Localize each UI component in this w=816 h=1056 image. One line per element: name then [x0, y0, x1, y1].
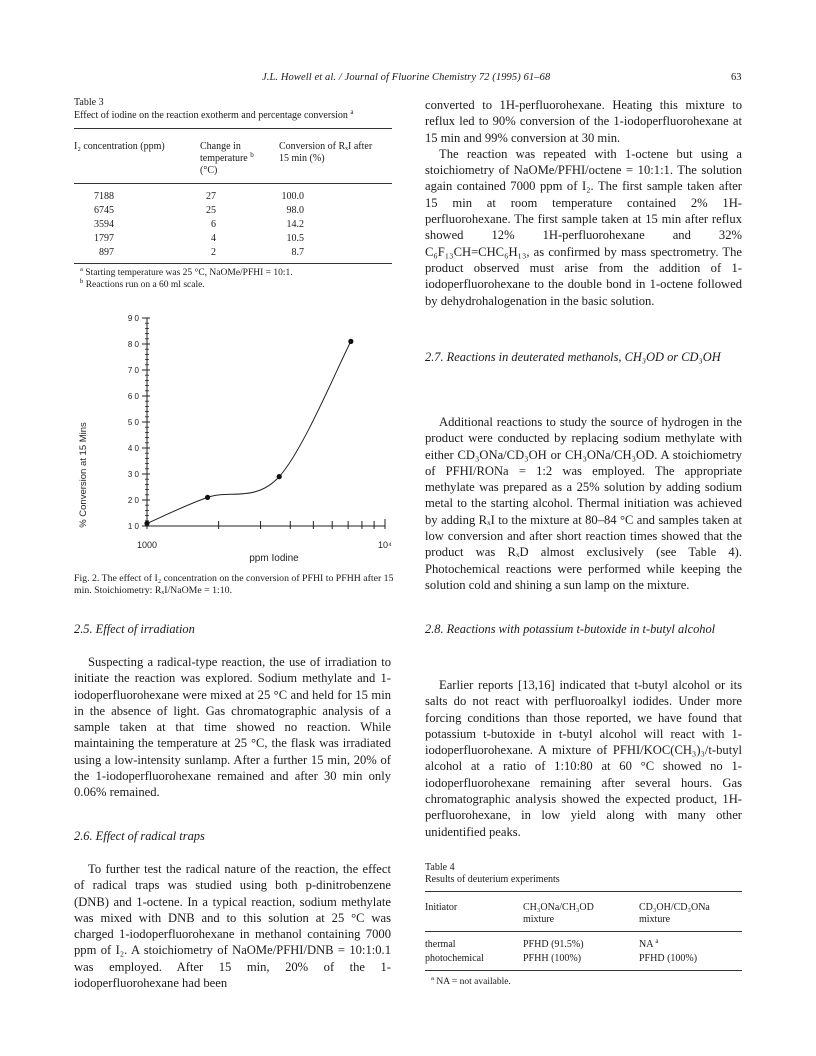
table4-col3-header-line1: CD₃OH/CD₃ONa	[639, 902, 710, 913]
data-point	[205, 495, 210, 500]
right-column-top	[425, 97, 742, 309]
data-point	[277, 474, 282, 479]
y-tick-label: 6 0	[127, 392, 139, 401]
table4-na-text: NA	[639, 939, 656, 950]
section-2-5-heading: 2.5. Effect of irradiation	[74, 622, 195, 636]
figure2-caption: Fig. 2. The effect of I₂ concentration on the conversion of PFHI to PFHH after 15 min. Stoichiometry: RₓI/NaOMe = 1:10.	[74, 573, 394, 596]
table3-cell: 4	[211, 233, 216, 244]
section-2-6-text	[74, 861, 391, 991]
table3-footnote-a	[80, 267, 293, 279]
table4-cell: PFHD (91.5%)	[523, 939, 584, 950]
table3-footnote-b	[80, 279, 205, 291]
y-tick-label: 7 0	[127, 366, 139, 375]
table3-cell: 6	[211, 219, 216, 230]
table4-cell-na	[639, 939, 659, 951]
table3-col3-header-line1: Conversion of RₓI after	[279, 141, 373, 152]
table4-mid-rule	[425, 931, 742, 932]
section-2-6-paragraph: To further test the radical nature of the reaction, the effect of radical traps was studied using both p-dinitrobenzene (DNB) and 1-octene. In a typical reaction, sodium methylate was mixed with DNB and to this solution at 25 °C was charged 1-iodoperfluorohexane in methanol containing 7000 ppm of I₂. A stoichiometry of NaOMe/PFHI/DNB = 10:1:0.1 was employed. After 15 min, 20% of the 1-iodoperfluorohexane had been	[74, 862, 391, 991]
section-2-8-text	[425, 677, 742, 840]
table4-cell: photochemical	[425, 953, 484, 964]
table3-cell: 8.7	[291, 247, 304, 258]
x-tick-label: 1000	[136, 540, 158, 550]
table3-cell: 897	[99, 247, 114, 258]
section-2-5-text	[74, 654, 391, 801]
section-2-8-heading: 2.8. Reactions with potassium t-butoxide in t-butyl alcohol	[425, 622, 716, 636]
table3-footnote-a-text: Starting temperature was 25 °C, NaOMe/PFHI = 10:1.	[85, 268, 293, 278]
table4-footnote-text: NA = not available.	[436, 977, 511, 987]
table3-cell: 3594	[94, 219, 114, 230]
table4-cell: PFHH (100%)	[523, 953, 582, 964]
section-2-7-text	[425, 414, 742, 593]
octene-paragraph: The reaction was repeated with 1-octene but using a stoichiometry of NaOMe/PFHI/octene = 10:1:1. The solution again contained 7000 ppm of I₂. The first sample taken after 15 min at room temperature contained 2% 1H-perfluorohexane. The first sample taken at 15 min after reflux showed 12% 1H-perfluorohexane and 32% C₆F₁₃CH=CHC₆H₁₃, as confirmed by mass spectrometry. The product observed must arise from the addition of 1-iodoperfluorohexane to the double bond in 1-octene followed by dehydrohalogenation in the basic solution.	[425, 146, 742, 308]
table3-col3-header-line2: 15 min (%)	[279, 153, 325, 164]
table3-col2-header-line3: (°C)	[200, 165, 218, 176]
running-header: J.L. Howell et al. / Journal of Fluorine Chemistry 72 (1995) 61–68	[262, 72, 551, 83]
table3-cell: 14.2	[286, 219, 304, 230]
table3-cell: 7188	[94, 191, 114, 202]
y-tick-label: 4 0	[127, 444, 139, 453]
section-2-5-paragraph: Suspecting a radical-type reaction, the use of irradiation to initiate the reaction was explored. Sodium methylate and 1-iodoperfluorohexane were mixed at 25 °C and held for 15 min in the absence of light. Gas chromatographic analysis of a sample taken at that time showed no reaction. While maintaining the temperature at 25 °C, the flask was irradiated using a low-intensity sunlamp. After a further 15 min, 20% of the 1-iodoperfluorohexane remained and after 30 min only 0.06% remained.	[74, 655, 391, 800]
footnote-mark-a: a	[80, 266, 83, 273]
y-tick-label: 9 0	[127, 314, 139, 323]
table4-top-rule	[425, 891, 742, 892]
table3-col1-header: I₂ concentration (ppm)	[74, 141, 165, 152]
table3-cell: 25	[206, 205, 216, 216]
table4-footnote	[431, 976, 511, 988]
section-2-6-heading: 2.6. Effect of radical traps	[74, 829, 205, 843]
conversion-chart	[70, 305, 400, 570]
table4-label: Table 4	[425, 862, 455, 873]
y-tick-label: 1 0	[127, 522, 139, 531]
table3-footnote-b-text: Reactions run on a 60 ml scale.	[85, 280, 205, 290]
table3-col2-mark: b	[250, 151, 254, 159]
table3-col2-header-line2	[200, 153, 254, 165]
section-2-7-heading: 2.7. Reactions in deuterated methanols, CH₃OD or CD₃OH	[425, 350, 721, 364]
table3-cell: 98.0	[286, 205, 304, 216]
table3-cell: 1797	[94, 233, 114, 244]
table3-title	[74, 110, 353, 122]
table3-cell: 2	[211, 247, 216, 258]
table3-cell: 27	[206, 191, 216, 202]
table3-cell: 6745	[94, 205, 114, 216]
footnote-mark-b: b	[80, 278, 84, 285]
footnote-mark-a: a	[431, 975, 434, 982]
table3-bottom-rule	[74, 263, 392, 264]
y-axis-label: % Conversion at 15 Mins	[78, 422, 89, 528]
page-number: 63	[731, 72, 742, 83]
x-axis-label: ppm Iodine	[249, 553, 299, 564]
table3-mid-rule	[74, 183, 392, 184]
table3-title-mark: a	[350, 108, 354, 116]
table3-label: Table 3	[74, 97, 104, 108]
table3-col2-header-text: temperature	[200, 153, 251, 164]
section-2-7-paragraph: Additional reactions to study the source of hydrogen in the product were conducted by replacing sodium methylate with either CD₃ONa/CD₃OH or CH₃ONa/CH₃OD. A stoichiometry of PFHI/RONa = 1:2 was employed. The appropriate methylate was prepared as a 25% solution by adding sodium metal to the starting alcohol. Thermal initiation was achieved by adding RₓI to the mixture at 80–84 °C and samples taken at low conversion and after short reaction times showed that the product was RₓD almost exclusively (see Table 4). Photochemical reactions were performed while keeping the solution cold and shining a sun lamp on the mixture.	[425, 415, 742, 592]
y-tick-label: 2 0	[127, 496, 139, 505]
table4-col1-header: Initiator	[425, 902, 458, 913]
table3-cell: 10.5	[286, 233, 304, 244]
data-point	[348, 339, 353, 344]
table4-col2-header-line2: mixture	[523, 914, 555, 925]
table4-col3-header-line2: mixture	[639, 914, 671, 925]
series-line	[147, 341, 351, 523]
table4-cell: thermal	[425, 939, 456, 950]
data-point	[144, 521, 149, 526]
table3-title-text: Effect of iodine on the reaction exotherm and percentage conversion	[74, 110, 351, 121]
continued-paragraph: converted to 1H-perfluorohexane. Heating this mixture to reflux led to 90% conversion of the 1-iodoperfluorohexane at 15 min and 99% conversion at 30 min.	[425, 98, 742, 145]
table3-cell: 100.0	[281, 191, 304, 202]
table4-title: Results of deuterium experiments	[425, 874, 560, 885]
y-tick-label: 8 0	[127, 340, 139, 349]
y-tick-label: 5 0	[127, 418, 139, 427]
section-2-8-paragraph: Earlier reports [13,16] indicated that t-butyl alcohol or its salts do not react with perfluoroalkyl iodides. Under more forcing conditions than those reported, we have found that potassium t-butoxide in t-butyl alcohol will react with 1-iodoperfluorohexane. A mixture of PFHI/KOC(CH₃)₃/t-butyl alcohol at a ratio of 1:10:80 at 60 °C showed no 1-iodoperfluorohexane remaining after several hours. Gas chromatographic analysis showed the expected product, 1H-perfluorohexane, in low yield along with many other unidentified peaks.	[425, 678, 742, 839]
table4-bottom-rule	[425, 970, 742, 971]
table3-col2-header-line1: Change in	[200, 141, 241, 152]
table4-cell: PFHD (100%)	[639, 953, 698, 964]
x-tick-label: 10⁴	[378, 540, 392, 550]
table3-top-rule	[74, 128, 392, 129]
y-tick-label: 3 0	[127, 470, 139, 479]
table4-col2-header-line1: CH₃ONa/CH₃OD	[523, 902, 594, 913]
table4-na-mark: a	[655, 937, 659, 945]
